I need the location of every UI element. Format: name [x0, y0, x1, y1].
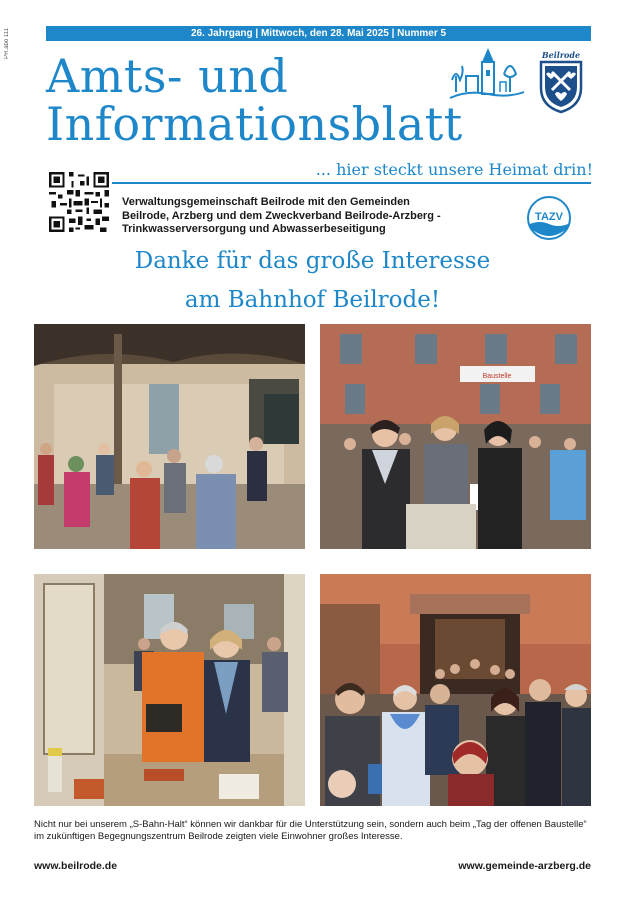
publisher-line1: Verwaltungsgemeinschaft Beilrode mit den Gemeinden	[122, 196, 410, 208]
photo-caption	[34, 819, 594, 843]
beilrode-website-link[interactable]: www.beilrode.de	[34, 860, 118, 872]
crest-label: Beilrode	[541, 50, 581, 60]
tazv-logo-icon	[525, 196, 573, 240]
publisher-line2: Beilrode, Arzberg und dem Zweckverband Beilrode-Arzberg -	[122, 209, 441, 222]
arzberg-website-link[interactable]: www.gemeinde-arzberg.de	[458, 860, 591, 872]
tazv-label: TAZV	[535, 211, 563, 223]
publisher-line3: Trinkwasserversorgung und Abwasserbeseitigung	[122, 223, 386, 235]
station-banner-text: Baustelle	[482, 373, 512, 380]
issue-bar	[46, 26, 591, 41]
headline-line1: Danke für das große Interesse	[134, 248, 491, 274]
qr-code-icon	[46, 170, 112, 234]
photo-interior-crowd	[320, 574, 591, 806]
header-divider	[46, 182, 591, 184]
photo-station-outside	[320, 324, 591, 549]
slogan: ... hier steckt unsere Heimat drin!	[315, 160, 593, 179]
publisher-info	[122, 196, 512, 237]
masthead-title-line1: Amts- und	[46, 49, 289, 103]
headline-line2: am Bahnhof Beilrode!	[184, 287, 441, 313]
caption-line1: Nicht nur bei unserem „S-Bahn-Halt“ können wir dankbar für die Unterstützung sein, sondern auch beim „Tag der offenen Baustelle“	[34, 819, 587, 830]
masthead-title-line2: Informationsblatt	[46, 97, 463, 151]
photo-station-hall	[34, 324, 305, 549]
masthead-title	[46, 49, 463, 151]
caption-line2: im zukünftigen Begegnungszentrum Beilrode zeigten viele Einwohner großes Interesse.	[34, 831, 403, 842]
publisher-code: PR.abo 111	[4, 28, 10, 59]
photo-renovation-room	[34, 574, 305, 806]
issue-line: 26. Jahrgang | Mittwoch, den 28. Mai 2025 | Nummer 5	[190, 28, 447, 39]
